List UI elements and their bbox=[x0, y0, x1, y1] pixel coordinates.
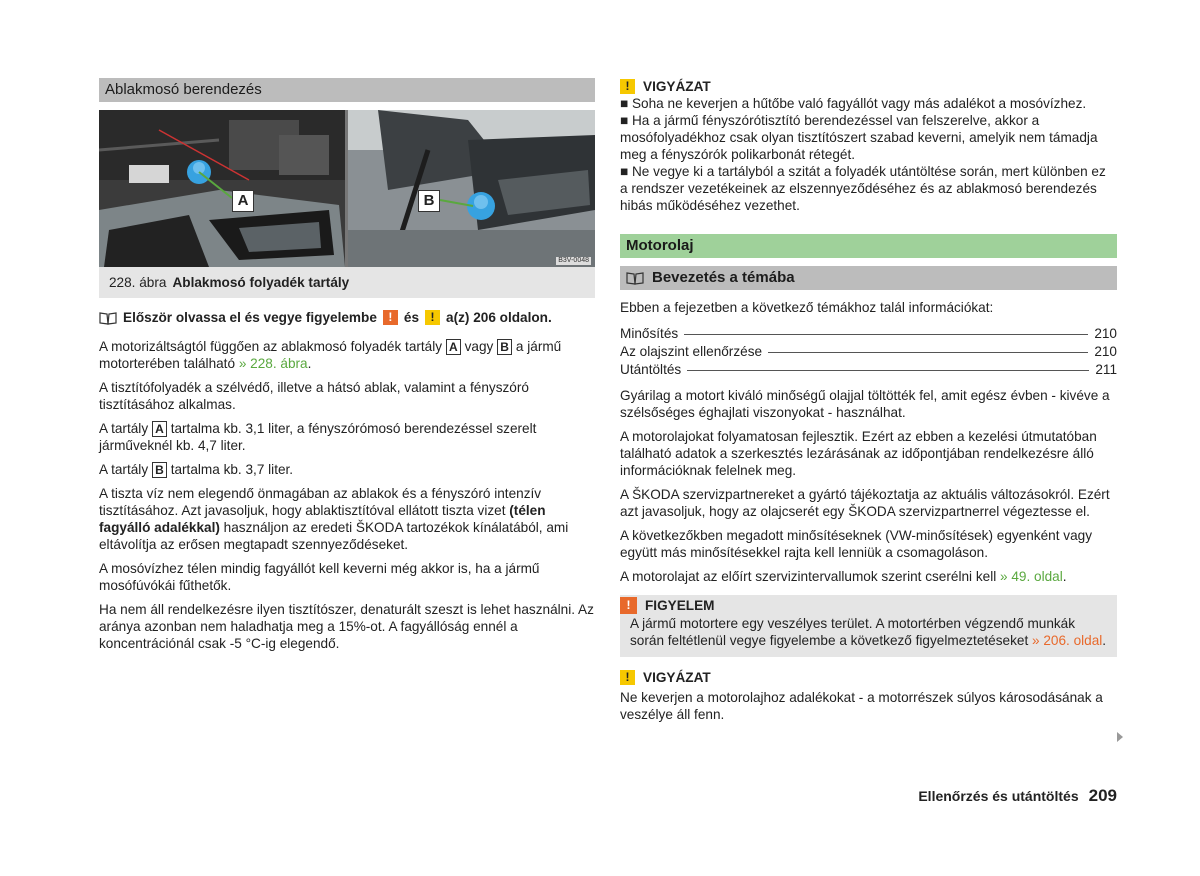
left-column bbox=[99, 0, 595, 652]
text: . bbox=[1102, 633, 1107, 648]
toc-leader bbox=[768, 352, 1088, 353]
text: . bbox=[1062, 569, 1067, 584]
right-column bbox=[620, 0, 1117, 723]
toc-label: Minősítés bbox=[620, 326, 679, 341]
callout-a: A bbox=[232, 190, 254, 212]
toc-page: 211 bbox=[1095, 362, 1117, 377]
engine-photo-a bbox=[99, 110, 345, 267]
label-a: A bbox=[446, 339, 461, 355]
toc-label: Az olajszint ellenőrzése bbox=[620, 344, 763, 359]
text: használjon az eredeti ŠKODA tartozékok kínálatából, ami eltávolítja az erősen megtapadt szennyeződéseket. bbox=[99, 520, 569, 552]
text: A motorolajat az előírt szervizintervallumok szerint cserélni kell bbox=[620, 569, 997, 584]
book-icon bbox=[626, 271, 644, 285]
text: tartalma kb. 3,1 liter, a fényszórómosó berendezéssel szerelt járműveknél kb. 4,7 liter. bbox=[99, 421, 537, 453]
caution-item: ■ Ne vegye ki a tartályból a szitát a folyadék utántöltése során, mert különben ez a rendszer vezetékeinek az elszennyeződéséhez és az ablakmosó berendezés hibás működéséhez vezethet. bbox=[620, 164, 1106, 213]
figure-washer-reservoir bbox=[99, 110, 595, 267]
toc-page: 210 bbox=[1094, 326, 1117, 341]
subsection-intro bbox=[620, 266, 1117, 290]
intro-text: Ebben a fejezetben a következő témákhoz talál információkat: bbox=[620, 300, 994, 315]
paragraph-capacity-b bbox=[99, 461, 595, 478]
warning-body bbox=[620, 615, 1107, 649]
figure-code: B3V-0048 bbox=[558, 257, 589, 264]
text: A jármű motortere egy veszélyes terület. A motortérben végzendő munkák során feltétlenül vegye figyelembe a következő figyelmeztetéseket bbox=[630, 616, 1076, 648]
text: A tartály bbox=[99, 421, 149, 436]
page-number: 209 bbox=[1088, 786, 1117, 805]
text: A tartály bbox=[99, 462, 149, 477]
text: A motorizáltságtól függően az ablakmosó folyadék tartály bbox=[99, 339, 443, 354]
paragraph-capacity-a bbox=[99, 420, 595, 454]
toc-item[interactable] bbox=[620, 343, 1117, 360]
warning-triangle-icon: ! bbox=[425, 310, 440, 325]
text: A tiszta víz nem elegendő önmagában az ablakok és a fényszóró intenzív tisztításához. Azt javasoljuk, hogy ablaktisztítóval ellátott tiszta vizet bbox=[99, 486, 542, 518]
book-icon bbox=[99, 311, 117, 325]
paragraph-alcohol: Ha nem áll rendelkezésre ilyen tisztítószer, denaturált szeszt is lehet használni. Az aránya azonban nem haladhatja meg a 15%-ot. A fagyállóság ennél a koncentrációnál csak -5 °C-ig elegendő. bbox=[99, 602, 594, 651]
exclamation-icon: ! bbox=[620, 597, 637, 614]
figure-link[interactable]: » 228. ábra bbox=[238, 356, 308, 371]
toc bbox=[620, 325, 1117, 378]
paragraph-change-interval bbox=[620, 568, 1117, 585]
paragraph-location bbox=[99, 338, 595, 372]
read-first-notice bbox=[99, 309, 595, 326]
footer-section: Ellenőrzés és utántöltés bbox=[918, 788, 1079, 804]
warning-triangle-icon: ! bbox=[620, 79, 635, 94]
warning-heading bbox=[620, 595, 1107, 615]
toc-leader bbox=[687, 370, 1089, 371]
caution-heading-2 bbox=[620, 669, 1117, 686]
paragraph-clean-water bbox=[99, 485, 595, 553]
notice-prefix: Először olvassa el és vegye figyelembe bbox=[123, 310, 377, 325]
warning-box bbox=[620, 595, 1117, 657]
caution-item: ■ Soha ne keverjen a hűtőbe való fagyállót vagy más adalékot a mosóvízhez. bbox=[620, 96, 1087, 111]
section-title-engine-oil: Motorolaj bbox=[620, 234, 1117, 258]
page-footer bbox=[918, 787, 1117, 805]
warning-title: FIGYELEM bbox=[645, 597, 715, 613]
toc-item[interactable] bbox=[620, 361, 1117, 378]
continue-arrow-icon bbox=[1117, 732, 1123, 742]
caption-title: Ablakmosó folyadék tartály bbox=[172, 275, 350, 290]
caption-number: 228. ábra bbox=[109, 275, 167, 290]
callout-b: B bbox=[418, 190, 440, 212]
exclamation-icon: ! bbox=[383, 310, 398, 325]
caution-item: ■ Ha a jármű fényszórótisztító berendezéssel van felszerelve, akkor a mosófolyadékhoz csak olyan tisztítószert szabad keverni, amelyik nem támadja meg a fényszórók polikarbonát rétegét. bbox=[620, 113, 1098, 162]
paragraph-antifreeze: A mosóvízhez télen mindig fagyállót kell keverni még akkor is, ha a jármű mosófúvókái fűthetők. bbox=[99, 561, 540, 593]
page-link[interactable]: » 206. oldal bbox=[1032, 633, 1103, 648]
caution-title-1: VIGYÁZAT bbox=[643, 79, 711, 94]
caution-text-2: Ne keverjen a motorolajhoz adalékokat - a motorrészek súlyos károsodásának a veszélye áll fenn. bbox=[620, 690, 1103, 722]
bold-text: (télen fagyálló adalékkal) bbox=[99, 503, 546, 535]
label-a: A bbox=[152, 421, 167, 437]
warning-triangle-icon: ! bbox=[620, 670, 635, 685]
toc-item[interactable] bbox=[620, 325, 1117, 342]
paragraph-usage: A tisztítófolyadék a szélvédő, illetve a hátsó ablak, valamint a fényszóró tisztításához alkalmas. bbox=[99, 380, 529, 412]
paragraph-specifications: A következőkben megadott minősítéseknek (VW-minősítések) egyenként vagy együtt más minősítésekkel rajta kell lenniük a csomagoláson. bbox=[620, 528, 1092, 560]
toc-page: 210 bbox=[1094, 344, 1117, 359]
paragraph-factory-oil: Gyárilag a motort kiváló minőségű olajjal töltötték fel, amit egész évben - kivéve a szélsőséges éghajlati viszonyokat - használhat. bbox=[620, 388, 1110, 420]
text: vagy bbox=[464, 339, 494, 354]
notice-mid: és bbox=[403, 310, 420, 325]
text: a jármű motorterében található bbox=[99, 339, 562, 371]
paragraph-development: A motorolajokat folyamatosan fejlesztik. Ezért az ebben a kezelési útmutatóban található adatok a szerkesztés lezárásának az időpontjában rendelkezésre álló információknak felelnek meg. bbox=[620, 429, 1097, 478]
label-b: B bbox=[152, 462, 167, 478]
text: tartalma kb. 3,7 liter. bbox=[170, 462, 294, 477]
figure-caption bbox=[99, 267, 595, 298]
section-title-washer: Ablakmosó berendezés bbox=[99, 78, 595, 102]
toc-label: Utántöltés bbox=[620, 362, 682, 377]
caution-heading-1 bbox=[620, 78, 1117, 95]
caution-list-1 bbox=[620, 95, 1117, 214]
text: . bbox=[307, 356, 312, 371]
caution-title-2: VIGYÁZAT bbox=[643, 670, 711, 685]
page-link[interactable]: » 49. oldal bbox=[1000, 569, 1063, 584]
subsection-title: Bevezetés a témába bbox=[652, 269, 795, 286]
toc-leader bbox=[684, 334, 1088, 335]
notice-suffix: a(z) 206 oldalon. bbox=[446, 310, 552, 325]
label-b: B bbox=[497, 339, 512, 355]
engine-photo-b bbox=[348, 110, 595, 267]
paragraph-service-partner: A ŠKODA szervizpartnereket a gyártó tájékoztatja az aktuális változásokról. Ezért azt javasoljuk, hogy az olajcserét egy ŠKODA szervizpartnerrel végeztesse el. bbox=[620, 487, 1110, 519]
